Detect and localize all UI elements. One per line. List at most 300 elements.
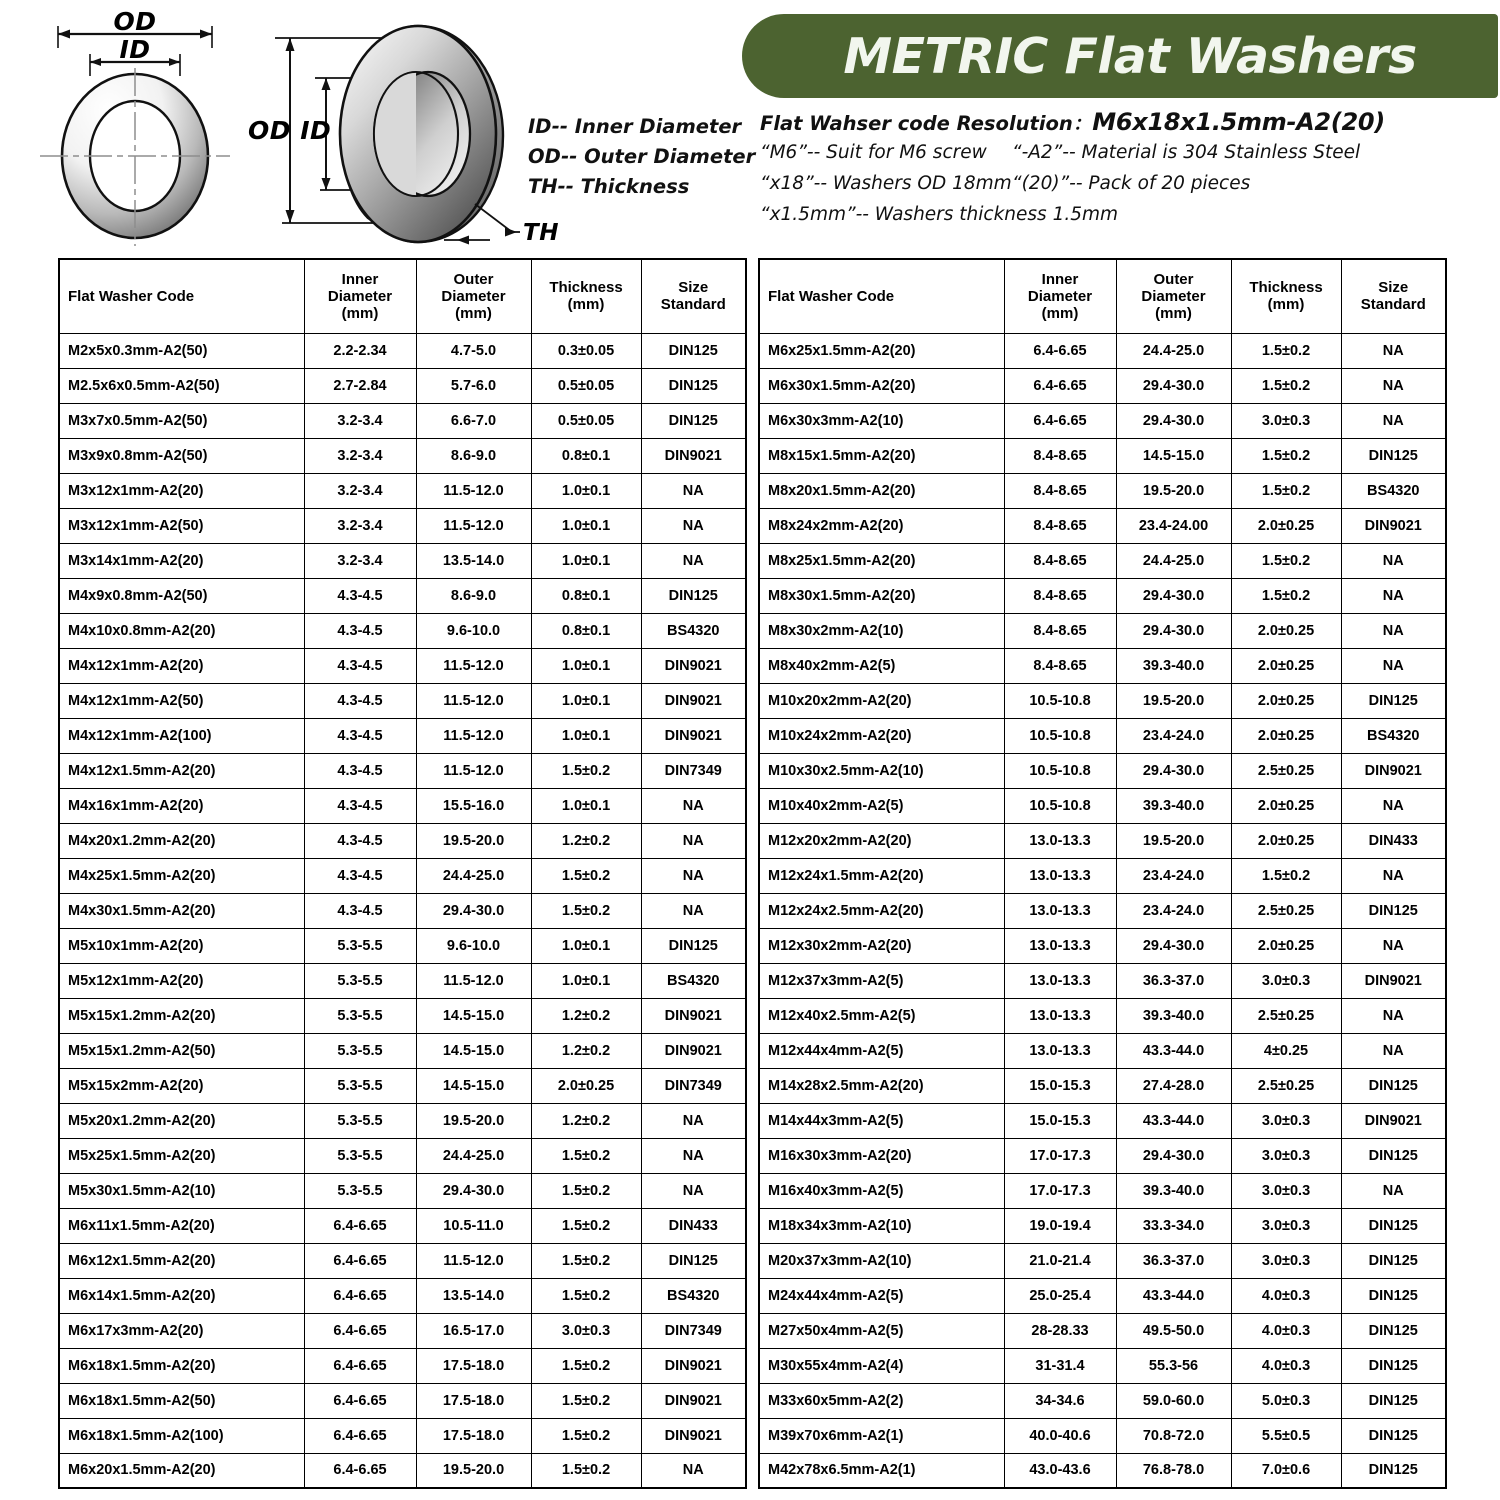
cell-thickness: 2.0±0.25 — [1231, 508, 1341, 543]
table-row — [59, 1243, 746, 1278]
cell-size-standard: DIN9021 — [1341, 508, 1446, 543]
cell-thickness: 4.0±0.3 — [1231, 1313, 1341, 1348]
col-header-size-standard — [1341, 259, 1446, 333]
cell-size-standard: NA — [641, 473, 746, 508]
cell-size-standard: DIN9021 — [641, 683, 746, 718]
table-row — [759, 333, 1446, 368]
cell-outer-diameter: 70.8-72.0 — [1116, 1418, 1231, 1453]
cell-size-standard: DIN7349 — [641, 1313, 746, 1348]
cell-size-standard: BS4320 — [641, 1278, 746, 1313]
cell-thickness: 1.5±0.2 — [531, 1418, 641, 1453]
cell-thickness: 3.0±0.3 — [1231, 1173, 1341, 1208]
cell-code: M6x18x1.5mm-A2(20) — [59, 1348, 304, 1383]
cell-inner-diameter: 28-28.33 — [1004, 1313, 1116, 1348]
table-row — [59, 1383, 746, 1418]
table-row — [59, 473, 746, 508]
cell-code: M5x10x1mm-A2(20) — [59, 928, 304, 963]
table-row — [759, 1208, 1446, 1243]
cell-size-standard: DIN125 — [1341, 1348, 1446, 1383]
cell-size-standard: NA — [641, 1138, 746, 1173]
cell-code: M4x12x1mm-A2(100) — [59, 718, 304, 753]
cell-code: M12x37x3mm-A2(5) — [759, 963, 1004, 998]
cell-size-standard: NA — [1341, 648, 1446, 683]
cell-thickness: 1.2±0.2 — [531, 1103, 641, 1138]
cell-size-standard: NA — [641, 893, 746, 928]
table-body-right — [759, 333, 1446, 1488]
cell-inner-diameter: 5.3-5.5 — [304, 963, 416, 998]
cell-code: M16x30x3mm-A2(20) — [759, 1138, 1004, 1173]
cell-code: M6x18x1.5mm-A2(100) — [59, 1418, 304, 1453]
table-row — [759, 578, 1446, 613]
cell-code: M6x11x1.5mm-A2(20) — [59, 1208, 304, 1243]
cell-outer-diameter: 11.5-12.0 — [416, 718, 531, 753]
code-resolution-block — [760, 110, 1500, 236]
table-header-row — [59, 259, 746, 333]
cell-thickness: 4.0±0.3 — [1231, 1278, 1341, 1313]
cell-inner-diameter: 4.3-4.5 — [304, 858, 416, 893]
table-row — [59, 543, 746, 578]
cell-outer-diameter: 55.3-56 — [1116, 1348, 1231, 1383]
cell-thickness: 3.0±0.3 — [1231, 1208, 1341, 1243]
cell-code: M42x78x6.5mm-A2(1) — [759, 1453, 1004, 1488]
reso-item-m6: “M6”-- Suit for M6 screw — [760, 142, 987, 163]
cell-code: M3x12x1mm-A2(20) — [59, 473, 304, 508]
cell-size-standard: DIN125 — [1341, 683, 1446, 718]
cell-size-standard: NA — [1341, 998, 1446, 1033]
cell-size-standard: NA — [1341, 788, 1446, 823]
cell-size-standard: DIN125 — [1341, 1313, 1446, 1348]
table-row — [759, 1418, 1446, 1453]
cell-size-standard: DIN125 — [1341, 1138, 1446, 1173]
cell-inner-diameter: 5.3-5.5 — [304, 1033, 416, 1068]
table-row — [759, 438, 1446, 473]
cell-thickness: 5.5±0.5 — [1231, 1418, 1341, 1453]
cell-thickness: 1.5±0.2 — [531, 858, 641, 893]
cell-inner-diameter: 15.0-15.3 — [1004, 1068, 1116, 1103]
cell-outer-diameter: 43.3-44.0 — [1116, 1278, 1231, 1313]
cell-outer-diameter: 16.5-17.0 — [416, 1313, 531, 1348]
col-header-inner-l1: Inner — [1041, 270, 1079, 288]
cell-thickness: 4.0±0.3 — [1231, 1348, 1341, 1383]
col-header-thick-l2: (mm) — [567, 296, 605, 314]
cell-thickness: 1.5±0.2 — [531, 1173, 641, 1208]
cell-size-standard: DIN125 — [1341, 1243, 1446, 1278]
table-row — [59, 788, 746, 823]
cell-inner-diameter: 13.0-13.3 — [1004, 893, 1116, 928]
legend-item-id: ID-- Inner Diameter — [528, 115, 742, 138]
col-header-size-standard — [641, 259, 746, 333]
table-row — [759, 788, 1446, 823]
cell-inner-diameter: 13.0-13.3 — [1004, 858, 1116, 893]
table-row — [59, 1033, 746, 1068]
col-header-outer-l2: Diameter — [441, 287, 506, 305]
cell-inner-diameter: 17.0-17.3 — [1004, 1138, 1116, 1173]
cell-inner-diameter: 6.4-6.65 — [1004, 403, 1116, 438]
col-header-outer-l1: Outer — [1153, 270, 1194, 288]
cell-outer-diameter: 19.5-20.0 — [1116, 683, 1231, 718]
col-header-inner-l3: (mm) — [341, 304, 379, 322]
cell-thickness: 1.5±0.2 — [1231, 858, 1341, 893]
table-row — [59, 613, 746, 648]
cell-code: M12x24x2.5mm-A2(20) — [759, 893, 1004, 928]
cell-thickness: 1.5±0.2 — [1231, 543, 1341, 578]
cell-outer-diameter: 19.5-20.0 — [416, 1453, 531, 1488]
cell-outer-diameter: 29.4-30.0 — [1116, 613, 1231, 648]
cell-code: M8x15x1.5mm-A2(20) — [759, 438, 1004, 473]
table-row — [59, 403, 746, 438]
cell-outer-diameter: 14.5-15.0 — [416, 998, 531, 1033]
col-header-thickness — [531, 259, 641, 333]
cell-size-standard: DIN125 — [1341, 438, 1446, 473]
cell-inner-diameter: 4.3-4.5 — [304, 753, 416, 788]
table-row — [59, 1348, 746, 1383]
cell-thickness: 1.0±0.1 — [531, 473, 641, 508]
cell-size-standard: DIN125 — [641, 578, 746, 613]
cell-size-standard: DIN9021 — [641, 998, 746, 1033]
cell-thickness: 1.5±0.2 — [531, 1138, 641, 1173]
cell-outer-diameter: 36.3-37.0 — [1116, 1243, 1231, 1278]
cell-inner-diameter: 3.2-3.4 — [304, 438, 416, 473]
cell-outer-diameter: 11.5-12.0 — [416, 683, 531, 718]
cell-outer-diameter: 39.3-40.0 — [1116, 788, 1231, 823]
table-row — [759, 998, 1446, 1033]
cell-thickness: 2.0±0.25 — [1231, 718, 1341, 753]
table-row — [59, 928, 746, 963]
cell-thickness: 7.0±0.6 — [1231, 1453, 1341, 1488]
cell-size-standard: NA — [1341, 368, 1446, 403]
cell-thickness: 1.5±0.2 — [531, 893, 641, 928]
cell-code: M6x18x1.5mm-A2(50) — [59, 1383, 304, 1418]
cell-inner-diameter: 5.3-5.5 — [304, 1068, 416, 1103]
cell-inner-diameter: 5.3-5.5 — [304, 928, 416, 963]
table-row — [759, 823, 1446, 858]
cell-outer-diameter: 14.5-15.0 — [416, 1033, 531, 1068]
table-row — [759, 1453, 1446, 1488]
legend-item-od: OD-- Outer Diameter — [528, 145, 756, 168]
cell-thickness: 2.5±0.25 — [1231, 998, 1341, 1033]
cell-inner-diameter: 10.5-10.8 — [1004, 718, 1116, 753]
cell-code: M12x20x2mm-A2(20) — [759, 823, 1004, 858]
cell-thickness: 1.5±0.2 — [531, 753, 641, 788]
cell-code: M3x12x1mm-A2(50) — [59, 508, 304, 543]
table-row — [59, 1453, 746, 1488]
table-row — [759, 1138, 1446, 1173]
cell-code: M39x70x6mm-A2(1) — [759, 1418, 1004, 1453]
cell-thickness: 0.8±0.1 — [531, 578, 641, 613]
table-row — [759, 508, 1446, 543]
code-resolution-value: M6x18x1.5mm-A2(20) — [1092, 108, 1385, 136]
cell-inner-diameter: 6.4-6.65 — [304, 1208, 416, 1243]
cell-outer-diameter: 19.5-20.0 — [416, 1103, 531, 1138]
cell-outer-diameter: 17.5-18.0 — [416, 1383, 531, 1418]
col-header-outer-diameter — [416, 259, 531, 333]
cell-outer-diameter: 4.7-5.0 — [416, 333, 531, 368]
cell-thickness: 0.5±0.05 — [531, 368, 641, 403]
cell-outer-diameter: 14.5-15.0 — [1116, 438, 1231, 473]
cell-outer-diameter: 11.5-12.0 — [416, 753, 531, 788]
cell-code: M12x40x2.5mm-A2(5) — [759, 998, 1004, 1033]
reso-item-pack: “(20)”-- Pack of 20 pieces — [1012, 173, 1251, 194]
table-row — [759, 963, 1446, 998]
table-row — [59, 753, 746, 788]
table-row — [759, 613, 1446, 648]
cell-outer-diameter: 6.6-7.0 — [416, 403, 531, 438]
cell-code: M8x40x2mm-A2(5) — [759, 648, 1004, 683]
cell-code: M4x16x1mm-A2(20) — [59, 788, 304, 823]
cell-code: M20x37x3mm-A2(10) — [759, 1243, 1004, 1278]
cell-outer-diameter: 23.4-24.00 — [1116, 508, 1231, 543]
cell-code: M6x20x1.5mm-A2(20) — [59, 1453, 304, 1488]
cell-size-standard: DIN125 — [641, 928, 746, 963]
cell-thickness: 3.0±0.3 — [1231, 1243, 1341, 1278]
cell-code: M30x55x4mm-A2(4) — [759, 1348, 1004, 1383]
cell-code: M3x9x0.8mm-A2(50) — [59, 438, 304, 473]
cell-inner-diameter: 13.0-13.3 — [1004, 1033, 1116, 1068]
table-row — [59, 1173, 746, 1208]
cell-inner-diameter: 8.4-8.65 — [1004, 543, 1116, 578]
cell-size-standard: NA — [641, 543, 746, 578]
reso-item-x18: “x18”-- Washers OD 18mm — [760, 173, 1012, 194]
cell-size-standard: DIN433 — [1341, 823, 1446, 858]
cell-thickness: 1.2±0.2 — [531, 1033, 641, 1068]
col-header-inner-l2: Diameter — [327, 287, 393, 305]
cell-size-standard: DIN125 — [1341, 1068, 1446, 1103]
cell-outer-diameter: 13.5-14.0 — [416, 1278, 531, 1313]
cell-code: M24x44x4mm-A2(5) — [759, 1278, 1004, 1313]
col-header-inner-l2: Diameter — [1027, 287, 1093, 305]
cell-size-standard: BS4320 — [641, 613, 746, 648]
od-label: OD — [113, 8, 157, 36]
col-header-code: Flat Washer Code — [759, 259, 1004, 333]
cell-size-standard: NA — [1341, 928, 1446, 963]
cell-size-standard: DIN125 — [641, 403, 746, 438]
cell-inner-diameter: 3.2-3.4 — [304, 403, 416, 438]
cell-thickness: 1.5±0.2 — [531, 1208, 641, 1243]
code-resolution-label: Flat Wahser code Resolution： — [760, 112, 1093, 135]
cell-size-standard: DIN125 — [1341, 1418, 1446, 1453]
cell-size-standard: DIN7349 — [641, 1068, 746, 1103]
cell-inner-diameter: 10.5-10.8 — [1004, 753, 1116, 788]
cell-outer-diameter: 43.3-44.0 — [1116, 1103, 1231, 1138]
table-row — [759, 648, 1446, 683]
cell-thickness: 2.0±0.25 — [531, 1068, 641, 1103]
cell-thickness: 1.0±0.1 — [531, 648, 641, 683]
cell-outer-diameter: 11.5-12.0 — [416, 648, 531, 683]
cell-code: M8x20x1.5mm-A2(20) — [759, 473, 1004, 508]
table-row — [59, 998, 746, 1033]
col-header-outer-l3: (mm) — [1155, 304, 1192, 322]
cell-size-standard: DIN125 — [641, 333, 746, 368]
cell-size-standard: DIN9021 — [1341, 1103, 1446, 1138]
cell-thickness: 0.3±0.05 — [531, 333, 641, 368]
cell-outer-diameter: 5.7-6.0 — [416, 368, 531, 403]
cell-thickness: 1.0±0.1 — [531, 543, 641, 578]
washer-diagram — [20, 8, 756, 252]
cell-outer-diameter: 11.5-12.0 — [416, 963, 531, 998]
cell-thickness: 1.5±0.2 — [1231, 578, 1341, 613]
legend-item-th: TH-- Thickness — [528, 175, 690, 198]
cell-size-standard: DIN9021 — [641, 1033, 746, 1068]
washer-table-right-wrapper — [758, 258, 1447, 1489]
cell-outer-diameter: 29.4-30.0 — [1116, 368, 1231, 403]
cell-size-standard: DIN9021 — [641, 648, 746, 683]
cell-code: M5x30x1.5mm-A2(10) — [59, 1173, 304, 1208]
col-header-inner-diameter — [1004, 259, 1116, 333]
table-row — [759, 1068, 1446, 1103]
cell-inner-diameter: 4.3-4.5 — [304, 823, 416, 858]
table-row — [759, 1278, 1446, 1313]
table-row — [759, 1383, 1446, 1418]
cell-inner-diameter: 4.3-4.5 — [304, 578, 416, 613]
cell-thickness: 1.0±0.1 — [531, 928, 641, 963]
cell-code: M8x24x2mm-A2(20) — [759, 508, 1004, 543]
cell-thickness: 2.0±0.25 — [1231, 648, 1341, 683]
cell-code: M2x5x0.3mm-A2(50) — [59, 333, 304, 368]
cell-code: M4x12x1.5mm-A2(20) — [59, 753, 304, 788]
header-area — [0, 0, 1500, 252]
cell-code: M4x9x0.8mm-A2(50) — [59, 578, 304, 613]
col-header-size-l1: Size — [1378, 279, 1409, 297]
od-id-label: OD ID — [248, 116, 332, 145]
table-row — [59, 893, 746, 928]
cell-size-standard: DIN125 — [641, 368, 746, 403]
col-header-outer-l1: Outer — [453, 270, 494, 288]
cell-outer-diameter: 24.4-25.0 — [416, 858, 531, 893]
cell-outer-diameter: 39.3-40.0 — [1116, 648, 1231, 683]
cell-inner-diameter: 5.3-5.5 — [304, 1103, 416, 1138]
cell-code: M2.5x6x0.5mm-A2(50) — [59, 368, 304, 403]
cell-inner-diameter: 13.0-13.3 — [1004, 998, 1116, 1033]
cell-thickness: 2.0±0.25 — [1231, 823, 1341, 858]
cell-outer-diameter: 17.5-18.0 — [416, 1418, 531, 1453]
table-row — [759, 1313, 1446, 1348]
cell-size-standard: DIN125 — [1341, 1208, 1446, 1243]
cell-size-standard: DIN433 — [641, 1208, 746, 1243]
washer-iso — [340, 26, 503, 242]
cell-thickness: 1.5±0.2 — [531, 1243, 641, 1278]
cell-thickness: 1.5±0.2 — [531, 1348, 641, 1383]
reso-item-x15mm: “x1.5mm”-- Washers thickness 1.5mm — [760, 204, 1119, 225]
cell-size-standard: NA — [1341, 858, 1446, 893]
table-row — [759, 1243, 1446, 1278]
col-header-outer-l3: (mm) — [455, 304, 492, 322]
table-row — [59, 368, 746, 403]
cell-thickness: 1.5±0.2 — [531, 1278, 641, 1313]
cell-size-standard: DIN9021 — [641, 1383, 746, 1418]
cell-code: M4x25x1.5mm-A2(20) — [59, 858, 304, 893]
cell-inner-diameter: 4.3-4.5 — [304, 683, 416, 718]
cell-size-standard: NA — [1341, 578, 1446, 613]
cell-outer-diameter: 23.4-24.0 — [1116, 718, 1231, 753]
cell-code: M4x20x1.2mm-A2(20) — [59, 823, 304, 858]
cell-code: M5x25x1.5mm-A2(20) — [59, 1138, 304, 1173]
cell-outer-diameter: 76.8-78.0 — [1116, 1453, 1231, 1488]
table-row — [59, 648, 746, 683]
table-row — [59, 1313, 746, 1348]
cell-inner-diameter: 8.4-8.65 — [1004, 648, 1116, 683]
cell-code: M5x12x1mm-A2(20) — [59, 963, 304, 998]
cell-outer-diameter: 29.4-30.0 — [1116, 403, 1231, 438]
cell-inner-diameter: 15.0-15.3 — [1004, 1103, 1116, 1138]
table-row — [59, 858, 746, 893]
table-head — [59, 259, 746, 333]
table-row — [59, 683, 746, 718]
cell-code: M10x30x2.5mm-A2(10) — [759, 753, 1004, 788]
cell-outer-diameter: 49.5-50.0 — [1116, 1313, 1231, 1348]
cell-inner-diameter: 40.0-40.6 — [1004, 1418, 1116, 1453]
cell-inner-diameter: 4.3-4.5 — [304, 648, 416, 683]
cell-inner-diameter: 25.0-25.4 — [1004, 1278, 1116, 1313]
cell-size-standard: NA — [641, 858, 746, 893]
cell-size-standard: NA — [641, 1103, 746, 1138]
cell-size-standard: DIN125 — [1341, 1453, 1446, 1488]
table-row — [759, 893, 1446, 928]
table-row — [759, 368, 1446, 403]
cell-outer-diameter: 39.3-40.0 — [1116, 1173, 1231, 1208]
table-row — [59, 963, 746, 998]
cell-inner-diameter: 8.4-8.65 — [1004, 613, 1116, 648]
cell-outer-diameter: 39.3-40.0 — [1116, 998, 1231, 1033]
cell-thickness: 4±0.25 — [1231, 1033, 1341, 1068]
table-row — [59, 438, 746, 473]
col-header-inner-diameter — [304, 259, 416, 333]
cell-code: M18x34x3mm-A2(10) — [759, 1208, 1004, 1243]
cell-inner-diameter: 6.4-6.65 — [304, 1453, 416, 1488]
cell-size-standard: NA — [641, 1173, 746, 1208]
cell-outer-diameter: 11.5-12.0 — [416, 508, 531, 543]
washer-table-left-wrapper — [58, 258, 747, 1489]
cell-inner-diameter: 6.4-6.65 — [304, 1313, 416, 1348]
cell-code: M33x60x5mm-A2(2) — [759, 1383, 1004, 1418]
cell-code: M4x10x0.8mm-A2(20) — [59, 613, 304, 648]
cell-thickness: 3.0±0.3 — [1231, 1138, 1341, 1173]
cell-inner-diameter: 5.3-5.5 — [304, 998, 416, 1033]
cell-inner-diameter: 3.2-3.4 — [304, 508, 416, 543]
cell-size-standard: DIN7349 — [641, 753, 746, 788]
cell-code: M5x15x2mm-A2(20) — [59, 1068, 304, 1103]
cell-code: M6x30x3mm-A2(10) — [759, 403, 1004, 438]
cell-inner-diameter: 8.4-8.65 — [1004, 473, 1116, 508]
table-row — [759, 1173, 1446, 1208]
cell-inner-diameter: 10.5-10.8 — [1004, 683, 1116, 718]
cell-size-standard: DIN9021 — [641, 718, 746, 753]
table-row — [59, 333, 746, 368]
cell-code: M27x50x4mm-A2(5) — [759, 1313, 1004, 1348]
cell-code: M12x24x1.5mm-A2(20) — [759, 858, 1004, 893]
cell-inner-diameter: 2.7-2.84 — [304, 368, 416, 403]
col-header-size-l1: Size — [678, 279, 709, 297]
cell-inner-diameter: 6.4-6.65 — [304, 1383, 416, 1418]
table-row — [59, 1103, 746, 1138]
cell-size-standard: DIN9021 — [1341, 753, 1446, 788]
cell-thickness: 3.0±0.3 — [1231, 403, 1341, 438]
cell-size-standard: NA — [1341, 403, 1446, 438]
cell-thickness: 1.2±0.2 — [531, 823, 641, 858]
cell-thickness: 3.0±0.3 — [531, 1313, 641, 1348]
table-header-row — [759, 259, 1446, 333]
cell-inner-diameter: 4.3-4.5 — [304, 788, 416, 823]
cell-inner-diameter: 17.0-17.3 — [1004, 1173, 1116, 1208]
col-header-code: Flat Washer Code — [59, 259, 304, 333]
cell-inner-diameter: 3.2-3.4 — [304, 473, 416, 508]
diagram-legend — [528, 112, 760, 202]
cell-code: M3x7x0.5mm-A2(50) — [59, 403, 304, 438]
cell-inner-diameter: 2.2-2.34 — [304, 333, 416, 368]
cell-code: M14x28x2.5mm-A2(20) — [759, 1068, 1004, 1103]
cell-code: M6x25x1.5mm-A2(20) — [759, 333, 1004, 368]
cell-outer-diameter: 33.3-34.0 — [1116, 1208, 1231, 1243]
cell-outer-diameter: 8.6-9.0 — [416, 438, 531, 473]
